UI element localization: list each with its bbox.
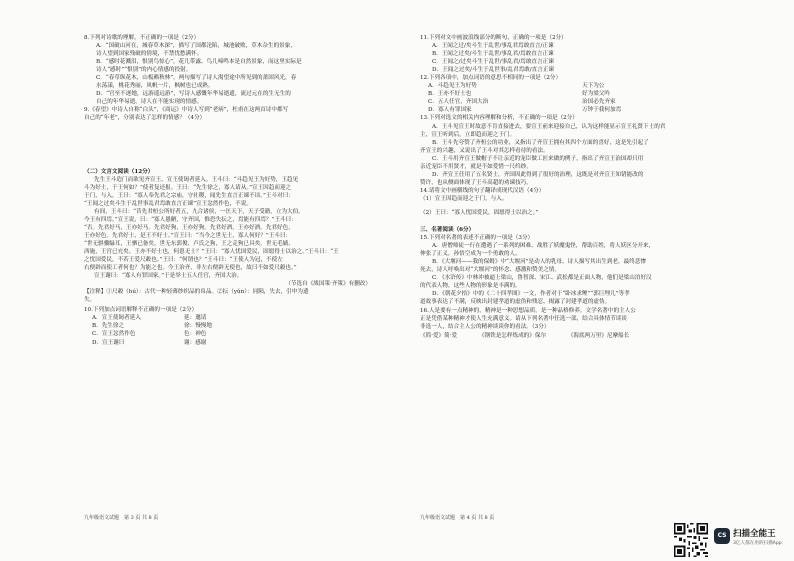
q12-option: A．斗趋见王为好势 <box>428 83 477 90</box>
passage-line: 西施，王宫已充矣。王亦不好士也，何患无士？”王曰：“寡人忧国爱民，固愿得士以治之。”王斗曰：“王 <box>84 248 339 255</box>
q8-option-line: 诗人“感时”“恨别”的内心情感的投射。 <box>96 67 192 74</box>
passage-line: “否。先君好马，王亦好马。先君好狗，王亦好狗。先君好酒，王亦好酒。先君好色， <box>84 224 294 231</box>
passage-source: （节选自《战国策·齐策》有删改） <box>285 281 371 288</box>
q15-line: C．《水浒传》中林冲被逼上梁山，鲁智深、宋江、武松都是正面人物，他们是梁山泊好汉 <box>432 275 652 282</box>
q12-pair: 天下为公 <box>582 83 605 90</box>
q10-option: A．宣王使谒者延入 <box>92 315 141 322</box>
camscanner-logo-icon: CS <box>714 528 730 544</box>
q15-line: B．《大堰河——我的保姆》中“大堰河”是动人的乳母，诗人描写其出生到老，最终悲惨 <box>432 259 646 266</box>
q10-option: C．宣王忿然作色 <box>92 331 136 338</box>
q12-option: C．五人任官，齐国大治 <box>428 99 489 106</box>
q9-answer-space <box>84 123 389 165</box>
q8-stem: 8.下列对诗歌的理解，不正确的一项是（2分） <box>84 35 200 41</box>
q8-option-line: 自己的年华易逝，诗人在不能实现的情感。 <box>96 99 203 106</box>
q13-stem: 13.下列对选文的相关内容理解和分析，不正确的一项是（2分） <box>420 115 578 122</box>
q13-line: 亲近宠臣不用贤才，就是不如爱惜一尺绉纱。 <box>420 163 532 170</box>
q13-line: D．齐宣王任用了五名贤士，齐国因此得到了很好的治理，这既是对齐宣王知错能改的 <box>432 171 644 178</box>
q16-line: 16.人是要有一点精神的，精神是一种思想品质，是一种品格修养。文学名著中的主人公 <box>420 307 636 314</box>
q15-stem: 15.下列对名著的表述不正确的一项是（3分） <box>420 235 534 242</box>
q10-gloss: 谢：感谢 <box>184 339 207 346</box>
scanner-slogan: 3亿人都在用的扫描App <box>733 541 782 546</box>
q16-line: 正是凭借某种精神才使人生充满意义。请从下列名著中任选一部，结合具体情节谈谈 <box>420 315 627 322</box>
q10-option: D．宣王谢曰 <box>92 339 125 346</box>
q12-pair: 治国必先齐家 <box>582 99 616 106</box>
q11-option: D．王闻之过矣/斗生于乱世事/乱君焉敢/直言正谏 <box>432 67 555 74</box>
q8-option-line: D．“官至不逐她，远游遥远游”，写诗人感慨年华易逝遗，流过元在的生无生的 <box>96 91 291 98</box>
passage-note: 失。 <box>84 297 96 304</box>
q14-item: （1）宣王因趋而迎之于门，与入。 <box>420 195 508 202</box>
q13-line: 主，宣王听到后，立即趋而迎之于门。 <box>420 131 516 138</box>
q8-option-line: B．“感时花溅泪，恨别鸟惊心”，花儿带露、鸟儿啼鸣本是自然景象，而这里实际是 <box>96 59 302 66</box>
q13-line: A．王斗见宣王时故意不肯直接进去，要宣王前来迎接自己，认为这样能显示宣王礼贤下士的君 <box>432 123 666 130</box>
q8-option-line: C．“春草纵花木，山板赖秋林”，两句描写了诗人渴望途中所见到的萧固风光，春 <box>96 75 297 82</box>
section2-heading: （二）文言文阅读（12分） <box>84 168 154 175</box>
q12-stem: 12.下列各项中，加点词语的意思不相同的一项是（2分） <box>420 75 562 82</box>
left-page <box>84 34 389 529</box>
q13-line: B．王斗先夸赞了齐桓公的功业，又指出了齐宣王拥有其四个方面的喜好，这是先引起了 <box>432 139 649 146</box>
q10-stem: 10.下列加点词语解释不正确的一项是（2分） <box>84 307 198 314</box>
q12-option: B．王亦不好士也 <box>428 91 472 98</box>
passage-line: 于门，与入，王曰：“寡人奉先君之宗庙，守社稷，闻先生直言正谏不讳。”王斗对曰： <box>84 192 294 199</box>
q11-option: A．王闻之过/矣斗生于乱世/事乱君焉敢直言/正谏 <box>432 43 554 50</box>
scanner-brand: 扫描全能王 <box>733 529 776 539</box>
q8-option-line: 诗人望到国家残破的情境，不禁忧愁满怀。 <box>96 51 203 58</box>
q12-options <box>420 82 716 114</box>
q15-line: 死去，诗人呼唤出对“大堰河”的怀念、感激和赞美之情。 <box>420 267 560 274</box>
q16-line: 非选一人，结合主人公的精神谈谈你的看法。（3分） <box>420 323 550 330</box>
q13-line: 赞许，也从侧面体现了王斗高超的劝谏技巧。 <box>420 179 532 186</box>
passage-note: 【注释】①尺縠（hú）：古代一种轻薄纱织品的帛品。②抎（yǔn）：同陨，失去，引申为遗 <box>84 289 309 296</box>
qr-code-icon <box>674 523 708 557</box>
passage-line: 有间，王斗曰：“昔先君桓公所好者五，九合诸侯，一匡天下，天子受籍，立为大伯。 <box>94 208 304 215</box>
q14-item: （2）王曰：“寡人忧国爱民，固愿得士以治之。” <box>420 209 539 216</box>
passage-line: 之忧国爱民，不若王爱尺縠也。”王曰：“何谓也？”王斗曰：“王使人为冠，不使左 <box>84 257 283 264</box>
q15-line: D．《朝花夕拾》中的《二十四孝图》一文，作者对于“卧冰求鲤”“郭巨埋儿”等孝 <box>432 291 630 298</box>
q16-book-list <box>420 332 716 340</box>
passage-line: 右便辟而使工者何也？为能之也。今王治齐，非左右便辟无使也，故曰不如爱尺縠也。” <box>84 265 297 272</box>
passage-line: 先生王斗造门而欲见齐宣王，宣王使谒者延入。王斗曰：“斗趋见王为好势，王趋见 <box>94 176 299 183</box>
q11-stem: 11.下列对文中画波浪线部分的断句，正确的一项是（2分） <box>420 35 567 41</box>
passage-line: 斗为好士，于王何如？”使者复还报。王曰：“先生徐之，寡人请从。”宣王因趋而迎之 <box>84 184 292 191</box>
q11-option: C．王闻之/过矣斗生于乱世/事乱君/焉敢直言正谏 <box>432 59 554 66</box>
q10-gloss: 徐：慢慢地 <box>184 323 212 330</box>
scanner-watermark <box>674 521 794 559</box>
passage-line: 宣王谢曰：“寡人有罪国家。”于是举士五人任官，齐国大治。 <box>94 273 243 280</box>
q8-option-line: 水荡漾，桃花秀丽，风帆一片，枫树也已成熟。 <box>96 83 214 90</box>
q15-line: 道故事表达了不满，反映出封建孝道的虚伪和残忍，揭露了封建孝道的虚伪。 <box>420 299 611 306</box>
q14-answer-space <box>420 217 716 223</box>
q9-line: 9.《春望》中诗人自称“白头”，《商运》中诗人写到“老病”，杜甫在这两首诗中都写 <box>84 107 289 114</box>
q10-option: B．先生徐之 <box>92 323 125 330</box>
q16-book-option: 《海底两万里》尼摩船长 <box>567 332 630 339</box>
q8-option-line: A．“国破山河在，城春草木深”，描写了国都沦陷，城池破败，草木杂生的景象， <box>96 43 296 50</box>
q15-line: A．唐僧师徒一行在遭遇了一系列的困难、战胜了妖魔鬼怪，帮助百姓，将人妖区分开来， <box>432 243 655 250</box>
q10-options <box>84 314 389 346</box>
q13-line: C．王斗用齐宣王做帽子不让亲近的宠臣做工匠来做的例子，指出了齐宣王治国却只用 <box>432 155 644 162</box>
q14-stem: 14.请将文中画横线的句子翻译成现代汉语（4分） <box>420 187 545 194</box>
passage-line: “王闻之过矣斗生于乱世事乱君焉敢直言正谏”宣王忿然作色，不说。 <box>84 200 252 207</box>
q13-line: 齐宣王的兴趣，又说出了王斗对其怎样看待的看法。 <box>420 147 549 154</box>
q12-pair: 万钟于我何加焉 <box>582 107 622 114</box>
section3-heading: 三、名著阅读（6分） <box>420 227 475 234</box>
passage-line: 今王有四焉。”宣王说，曰：“寡人愚陋，守齐国，惟恐失抎之，焉能有四焉？”王斗曰： <box>84 216 297 223</box>
right-page <box>420 34 716 529</box>
q10-gloss: 延：邀请 <box>184 315 207 322</box>
q10-gloss: 色：神色 <box>184 331 207 338</box>
q16-book-option: 《简·爱》简·爱 <box>420 332 458 339</box>
q11-option: B．王闻之过矣/斗生于乱世/事乱君/焉敢直言正谏 <box>432 51 554 58</box>
left-page-footer: 九年级语文试题 第 3 页 共 8 页 <box>84 515 159 521</box>
right-page-footer: 九年级语文试题 第 4 页 共 8 页 <box>420 515 495 521</box>
q12-option: D．寡人有罪国家 <box>428 107 472 114</box>
passage-line: 王亦好色。先君好士，是王不好士。”宣王曰：“当今之世无士，寡人何好？”王斗曰： <box>84 232 292 239</box>
q15-line: 的代表人物，这些人物的形象是丰满的。 <box>420 283 521 290</box>
q15-line: 伸张了正义，孙悟空成为一个勇敢的人。 <box>420 251 521 258</box>
q16-book-option: 《钢铁是怎样炼成的》保尔 <box>478 332 547 339</box>
q9-line: 自己的“年老”，分别表达了怎样的情感？（4分） <box>84 115 206 122</box>
passage-line: “世无骐骥騄耳，王驷已备矣。世无东郭俊、卢氏之狗，王之走狗已具矣。世无毛嫱、 <box>84 240 294 247</box>
q12-pair: 好为梁父吟 <box>582 91 610 98</box>
